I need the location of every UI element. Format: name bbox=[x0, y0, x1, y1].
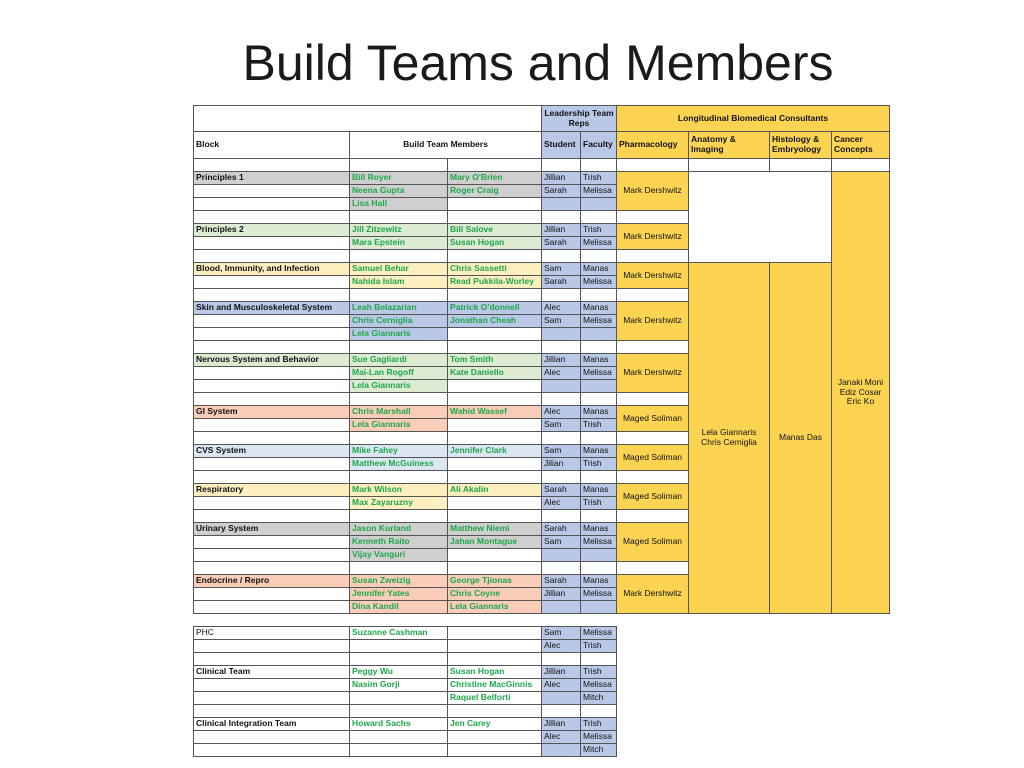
faculty-rep bbox=[581, 601, 617, 614]
spacer-cell bbox=[194, 393, 350, 406]
header-leadership-reps: Leadership Team Reps bbox=[542, 106, 617, 132]
histology-consultants bbox=[770, 263, 832, 614]
blank-cell bbox=[542, 159, 581, 172]
member-name: George Tjionas bbox=[448, 575, 542, 588]
spacer-cell bbox=[448, 471, 542, 484]
member-name bbox=[350, 731, 448, 744]
spacer-cell bbox=[448, 653, 542, 666]
student-rep bbox=[542, 601, 581, 614]
member-name: Read Pukkila-Worley bbox=[448, 276, 542, 289]
faculty-rep: Trish bbox=[581, 718, 617, 731]
member-name: Susan Hogan bbox=[448, 237, 542, 250]
spacer-cell bbox=[617, 289, 689, 302]
spacer-cell bbox=[542, 653, 581, 666]
member-name bbox=[448, 640, 542, 653]
slide-title: Build Teams and Members bbox=[242, 35, 834, 91]
spacer-cell bbox=[448, 341, 542, 354]
block-name bbox=[194, 744, 350, 757]
faculty-rep: Trish bbox=[581, 458, 617, 471]
member-name: Lela Giannaris bbox=[350, 328, 448, 341]
spacer-cell bbox=[542, 393, 581, 406]
block-name: Blood, Immunity, and Infection bbox=[194, 263, 350, 276]
block-name bbox=[194, 679, 350, 692]
member-name: Lisa Hall bbox=[350, 198, 448, 211]
pharmacology-consultant: Maged Soliman bbox=[617, 445, 689, 471]
build-teams-table bbox=[193, 105, 890, 614]
blank-cell bbox=[581, 159, 617, 172]
spacer-cell bbox=[617, 510, 689, 523]
member-name bbox=[448, 731, 542, 744]
member-name: Wahid Wassef bbox=[448, 406, 542, 419]
block-name: Clinical Team bbox=[194, 666, 350, 679]
block-name bbox=[194, 276, 350, 289]
spacer-cell bbox=[350, 250, 448, 263]
blank-cell bbox=[832, 159, 890, 172]
spacer-cell bbox=[350, 471, 448, 484]
spacer-cell bbox=[194, 653, 350, 666]
block-name bbox=[194, 549, 350, 562]
histology-consultants-line: Manas Das bbox=[779, 432, 822, 443]
block-name bbox=[194, 731, 350, 744]
spacer-cell bbox=[542, 705, 581, 718]
member-name: Christine MacGinnis bbox=[448, 679, 542, 692]
header-histology: Histology & Embryology bbox=[770, 132, 832, 159]
block-name bbox=[194, 536, 350, 549]
spacer-cell bbox=[617, 393, 689, 406]
pharmacology-consultant: Mark Dershwitz bbox=[617, 172, 689, 211]
member-name: Lela Giannaris bbox=[350, 380, 448, 393]
faculty-rep: Melissa bbox=[581, 679, 617, 692]
anatomy-consultants bbox=[689, 263, 770, 614]
member-name: Jen Carey bbox=[448, 718, 542, 731]
faculty-rep bbox=[581, 549, 617, 562]
member-name: Jennifer Clark bbox=[448, 445, 542, 458]
block-name: Nervous System and Behavior bbox=[194, 354, 350, 367]
faculty-rep: Manas bbox=[581, 523, 617, 536]
member-name: Mara Epstein bbox=[350, 237, 448, 250]
spacer-cell bbox=[448, 510, 542, 523]
student-rep bbox=[542, 549, 581, 562]
spacer-cell bbox=[542, 432, 581, 445]
spacer-cell bbox=[194, 471, 350, 484]
student-rep: Sam bbox=[542, 315, 581, 328]
spacer-cell bbox=[581, 562, 617, 575]
faculty-rep: Melissa bbox=[581, 731, 617, 744]
member-name: Jonathan Cheah bbox=[448, 315, 542, 328]
member-name: Lela Giannaris bbox=[448, 601, 542, 614]
student-rep: Jillian bbox=[542, 588, 581, 601]
member-name bbox=[448, 497, 542, 510]
member-name: Neena Gupta bbox=[350, 185, 448, 198]
faculty-rep: Manas bbox=[581, 445, 617, 458]
block-name: Clinical Integration Team bbox=[194, 718, 350, 731]
anatomy-consultants-line: Chris Cerniglia bbox=[701, 437, 757, 447]
spacer-cell bbox=[581, 432, 617, 445]
student-rep: Sam bbox=[542, 263, 581, 276]
student-rep: Sarah bbox=[542, 185, 581, 198]
spacer-cell bbox=[581, 653, 617, 666]
member-name bbox=[448, 328, 542, 341]
pharmacology-consultant: Mark Dershwitz bbox=[617, 354, 689, 393]
student-rep: Alec bbox=[542, 497, 581, 510]
block-name bbox=[194, 601, 350, 614]
member-name: Matthew McGuiness bbox=[350, 458, 448, 471]
block-name bbox=[194, 315, 350, 328]
member-name: Lela Giannaris bbox=[350, 419, 448, 432]
student-rep: Alec bbox=[542, 367, 581, 380]
member-name bbox=[350, 744, 448, 757]
member-name: Susan Hogan bbox=[448, 666, 542, 679]
spacer-cell bbox=[617, 341, 689, 354]
student-rep: Alec bbox=[542, 731, 581, 744]
spacer-cell bbox=[542, 289, 581, 302]
member-name: Nasim Gorji bbox=[350, 679, 448, 692]
member-name bbox=[448, 627, 542, 640]
spacer-cell bbox=[617, 211, 689, 224]
faculty-rep: Trish bbox=[581, 497, 617, 510]
block-name bbox=[194, 497, 350, 510]
member-name: Mai-Lan Rogoff bbox=[350, 367, 448, 380]
block-name bbox=[194, 328, 350, 341]
spacer-cell bbox=[448, 432, 542, 445]
student-rep: Sarah bbox=[542, 276, 581, 289]
member-name: Roger Craig bbox=[448, 185, 542, 198]
spacer-cell bbox=[194, 341, 350, 354]
spacer-cell bbox=[350, 289, 448, 302]
spacer-cell bbox=[581, 471, 617, 484]
member-name: Chris Sassetti bbox=[448, 263, 542, 276]
spacer-cell bbox=[617, 250, 689, 263]
spacer-cell bbox=[448, 211, 542, 224]
pharmacology-consultant: Maged Soliman bbox=[617, 523, 689, 562]
cancer-consultants bbox=[832, 172, 890, 614]
spacer-cell bbox=[194, 289, 350, 302]
spacer-cell bbox=[194, 211, 350, 224]
blank-cell bbox=[689, 159, 770, 172]
member-name: Chris Marshall bbox=[350, 406, 448, 419]
block-name bbox=[194, 419, 350, 432]
student-rep: Alec bbox=[542, 406, 581, 419]
blank-area bbox=[689, 172, 832, 263]
faculty-rep: Mitch bbox=[581, 692, 617, 705]
faculty-rep: Manas bbox=[581, 575, 617, 588]
student-rep: Sarah bbox=[542, 484, 581, 497]
faculty-rep: Trish bbox=[581, 172, 617, 185]
faculty-rep: Trish bbox=[581, 419, 617, 432]
member-name bbox=[350, 640, 448, 653]
header-anatomy: Anatomy & Imaging bbox=[689, 132, 770, 159]
student-rep: Sarah bbox=[542, 523, 581, 536]
faculty-rep: Trish bbox=[581, 640, 617, 653]
header-student: Student bbox=[542, 132, 581, 159]
spacer-cell bbox=[448, 705, 542, 718]
faculty-rep: Manas bbox=[581, 406, 617, 419]
header-faculty: Faculty bbox=[581, 132, 617, 159]
member-name: Vijay Vanguri bbox=[350, 549, 448, 562]
block-name: Endocrine / Repro bbox=[194, 575, 350, 588]
spacer-cell bbox=[350, 562, 448, 575]
blank-cell bbox=[617, 159, 689, 172]
spacer-cell bbox=[194, 250, 350, 263]
member-name: Nahida Islam bbox=[350, 276, 448, 289]
spacer-cell bbox=[448, 562, 542, 575]
member-name bbox=[448, 419, 542, 432]
spacer-cell bbox=[194, 705, 350, 718]
faculty-rep bbox=[581, 380, 617, 393]
spacer-cell bbox=[542, 471, 581, 484]
header-consultants: Longitudinal Biomedical Consultants bbox=[617, 106, 890, 132]
spacer-cell bbox=[350, 211, 448, 224]
faculty-rep: Melissa bbox=[581, 276, 617, 289]
spacer-cell bbox=[542, 562, 581, 575]
pharmacology-consultant: Mark Dershwitz bbox=[617, 575, 689, 614]
member-name bbox=[448, 380, 542, 393]
block-name bbox=[194, 198, 350, 211]
spacer-cell bbox=[194, 562, 350, 575]
pharmacology-consultant: Mark Dershwitz bbox=[617, 263, 689, 289]
faculty-rep: Melissa bbox=[581, 367, 617, 380]
member-name bbox=[448, 458, 542, 471]
student-rep: Jillian bbox=[542, 172, 581, 185]
member-name: Jill Zitzewitz bbox=[350, 224, 448, 237]
faculty-rep bbox=[581, 198, 617, 211]
member-name: Suzanne Cashman bbox=[350, 627, 448, 640]
member-name: Kenneth Raito bbox=[350, 536, 448, 549]
member-name: Peggy Wu bbox=[350, 666, 448, 679]
header-pharmacology: Pharmacology bbox=[617, 132, 689, 159]
header-cancer: Cancer Concepts bbox=[832, 132, 890, 159]
member-name: Mike Fahey bbox=[350, 445, 448, 458]
member-name: Chris Cerniglia bbox=[350, 315, 448, 328]
spacer-cell bbox=[542, 250, 581, 263]
spacer-cell bbox=[350, 432, 448, 445]
student-rep: Alec bbox=[542, 640, 581, 653]
spacer-cell bbox=[581, 510, 617, 523]
member-name: Leah Belazarian bbox=[350, 302, 448, 315]
member-name: Tom Smith bbox=[448, 354, 542, 367]
member-name: Bill Royer bbox=[350, 172, 448, 185]
pharmacology-consultant: Mark Dershwitz bbox=[617, 302, 689, 341]
student-rep bbox=[542, 380, 581, 393]
member-name bbox=[448, 549, 542, 562]
blank-cell bbox=[448, 159, 542, 172]
spacer-cell bbox=[581, 705, 617, 718]
spacer-cell bbox=[350, 341, 448, 354]
spacer-cell bbox=[581, 289, 617, 302]
member-name: Sue Gagliardi bbox=[350, 354, 448, 367]
block-name: PHC bbox=[194, 627, 350, 640]
member-name: Mary O'Brien bbox=[448, 172, 542, 185]
block-name: GI System bbox=[194, 406, 350, 419]
faculty-rep: Melissa bbox=[581, 627, 617, 640]
student-rep: Sarah bbox=[542, 237, 581, 250]
block-name bbox=[194, 458, 350, 471]
member-name: Raquel Belforti bbox=[448, 692, 542, 705]
student-rep: Sarah bbox=[542, 575, 581, 588]
member-name: Mark Wilson bbox=[350, 484, 448, 497]
cancer-consultants-line: Eric Ko bbox=[846, 396, 875, 407]
faculty-rep bbox=[581, 328, 617, 341]
student-rep: Alec bbox=[542, 302, 581, 315]
student-rep: Sam bbox=[542, 419, 581, 432]
member-name bbox=[448, 744, 542, 757]
spacer-cell bbox=[581, 393, 617, 406]
spacer-cell bbox=[194, 432, 350, 445]
member-name: Matthew Niemi bbox=[448, 523, 542, 536]
pharmacology-consultant: Maged Soliman bbox=[617, 484, 689, 510]
header-block: Block bbox=[194, 132, 350, 159]
spacer-cell bbox=[542, 341, 581, 354]
student-rep: Sam bbox=[542, 627, 581, 640]
member-name: Patrick O'donnell bbox=[448, 302, 542, 315]
block-name bbox=[194, 185, 350, 198]
faculty-rep: Melissa bbox=[581, 588, 617, 601]
student-rep: Jilian bbox=[542, 458, 581, 471]
anatomy-consultants-line: Lela Giannaris bbox=[701, 427, 757, 438]
student-rep bbox=[542, 198, 581, 211]
member-name: Dina Kandil bbox=[350, 601, 448, 614]
faculty-rep: Manas bbox=[581, 484, 617, 497]
member-name: Kate Daniello bbox=[448, 367, 542, 380]
member-name: Ali Akalin bbox=[448, 484, 542, 497]
spacer-cell bbox=[448, 393, 542, 406]
block-name bbox=[194, 367, 350, 380]
member-name bbox=[350, 692, 448, 705]
block-name: Principles 1 bbox=[194, 172, 350, 185]
faculty-rep: Manas bbox=[581, 263, 617, 276]
cancer-consultants-line: Janaki Moni bbox=[837, 376, 884, 387]
spacer-cell bbox=[581, 211, 617, 224]
other-teams-table bbox=[193, 626, 617, 757]
spacer-cell bbox=[448, 250, 542, 263]
faculty-rep: Trish bbox=[581, 666, 617, 679]
student-rep bbox=[542, 328, 581, 341]
block-name bbox=[194, 237, 350, 250]
blank-cell bbox=[350, 159, 448, 172]
member-name: Howard Sachs bbox=[350, 718, 448, 731]
spacer-cell bbox=[350, 653, 448, 666]
block-name bbox=[194, 692, 350, 705]
member-name: Jason Kurland bbox=[350, 523, 448, 536]
member-name bbox=[448, 198, 542, 211]
cancer-consultants-line: Ediz Cosar bbox=[839, 386, 882, 397]
block-name: Principles 2 bbox=[194, 224, 350, 237]
member-name: Bill Salove bbox=[448, 224, 542, 237]
member-name: Chris Coyne bbox=[448, 588, 542, 601]
member-name: Jennifer Yates bbox=[350, 588, 448, 601]
spacer-cell bbox=[350, 393, 448, 406]
block-name: CVS System bbox=[194, 445, 350, 458]
faculty-rep: Mitch bbox=[581, 744, 617, 757]
student-rep: Jillian bbox=[542, 718, 581, 731]
member-name: Samuel Behar bbox=[350, 263, 448, 276]
student-rep bbox=[542, 744, 581, 757]
student-rep: Sam bbox=[542, 536, 581, 549]
block-name bbox=[194, 380, 350, 393]
faculty-rep: Melissa bbox=[581, 315, 617, 328]
student-rep: Sam bbox=[542, 445, 581, 458]
faculty-rep: Manas bbox=[581, 302, 617, 315]
block-name: Urinary System bbox=[194, 523, 350, 536]
student-rep bbox=[542, 692, 581, 705]
block-name bbox=[194, 588, 350, 601]
student-rep: Alec bbox=[542, 679, 581, 692]
member-name: Jahan Montague bbox=[448, 536, 542, 549]
faculty-rep: Melissa bbox=[581, 185, 617, 198]
student-rep: Jillian bbox=[542, 224, 581, 237]
faculty-rep: Melissa bbox=[581, 237, 617, 250]
spacer-cell bbox=[448, 289, 542, 302]
member-name: Max Zayaruzny bbox=[350, 497, 448, 510]
student-rep: Jillian bbox=[542, 666, 581, 679]
faculty-rep: Manas bbox=[581, 354, 617, 367]
faculty-rep: Melissa bbox=[581, 536, 617, 549]
spacer-cell bbox=[542, 510, 581, 523]
spacer-cell bbox=[617, 562, 689, 575]
spacer-cell bbox=[617, 432, 689, 445]
spacer-cell bbox=[194, 510, 350, 523]
header-blank bbox=[194, 106, 542, 132]
header-members: Build Team Members bbox=[350, 132, 542, 159]
block-name: Respiratory bbox=[194, 484, 350, 497]
spacer-cell bbox=[581, 250, 617, 263]
pharmacology-consultant: Mark Dershwitz bbox=[617, 224, 689, 250]
spacer-cell bbox=[581, 341, 617, 354]
pharmacology-consultant: Maged Soliman bbox=[617, 406, 689, 432]
spacer-cell bbox=[617, 471, 689, 484]
blank-cell bbox=[194, 159, 350, 172]
member-name: Susan Zweizig bbox=[350, 575, 448, 588]
spacer-cell bbox=[350, 510, 448, 523]
spacer-cell bbox=[542, 211, 581, 224]
student-rep: Jillian bbox=[542, 354, 581, 367]
block-name bbox=[194, 640, 350, 653]
faculty-rep: Trish bbox=[581, 224, 617, 237]
spacer-cell bbox=[350, 705, 448, 718]
blank-cell bbox=[770, 159, 832, 172]
block-name: Skin and Musculoskeletal System bbox=[194, 302, 350, 315]
